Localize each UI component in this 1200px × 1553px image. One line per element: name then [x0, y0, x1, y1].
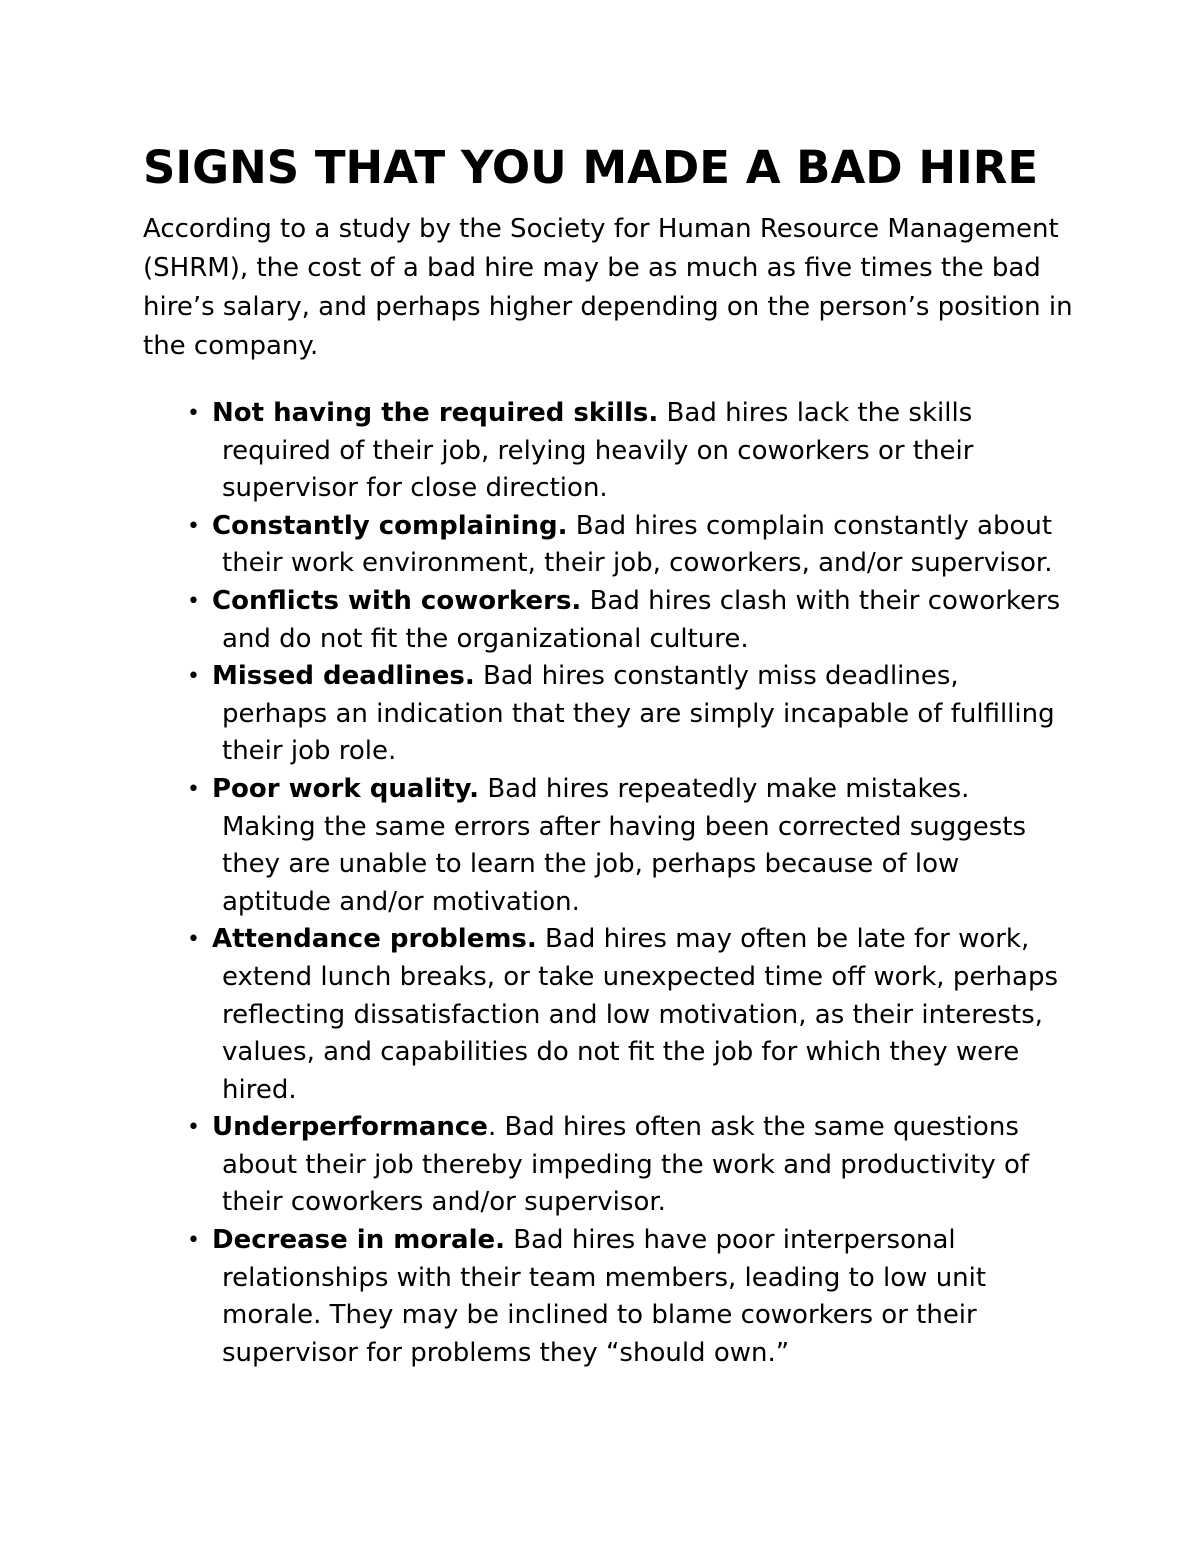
- list-item-label: Attendance problems.: [212, 924, 537, 955]
- list-item-not-having-required-skills: [0, 395, 1200, 508]
- list-item-label: Poor work quality.: [212, 773, 480, 804]
- list-item-content: [212, 583, 1070, 658]
- bullet-icon: •: [187, 1228, 200, 1254]
- bullet-icon: •: [187, 401, 200, 426]
- list-item-content: [212, 1109, 1070, 1222]
- bullet-icon: •: [187, 664, 200, 690]
- document-title: SIGNS THAT YOU MADE A BAD HIRE: [143, 141, 1039, 194]
- intro-paragraph: According to a study by the Society for Human Resource Management (SHRM), the cost of a bad hire may be as much as five times the bad hire’s salary, and perhaps higher depending on the person’s position in the company.: [143, 214, 1073, 361]
- bullet-icon: •: [187, 513, 200, 539]
- bullet-icon: •: [187, 1115, 200, 1141]
- list-item-label: Missed deadlines.: [212, 661, 475, 692]
- list-item-text: Bad hires have poor interpersonal relationships with their team members, leading to low unit morale. They may be inclined to blame coworkers or their supervisor for problems they “should own.”: [222, 1225, 987, 1368]
- list-item-text: Bad hires constantly miss deadlines, perhaps an indication that they are simply incapable of fulfilling their job role.: [222, 661, 1055, 767]
- list-item-decrease-in-morale: [0, 1222, 1200, 1372]
- list-item-text: Bad hires may often be late for work, extend lunch breaks, or take unexpected time off work, perhaps reflecting dissatisfaction and low motivation, as their interests, values, and capabilities do not fit the job for which they were hired.: [222, 924, 1059, 1105]
- bad-hire-signs-list: [0, 395, 1200, 1372]
- list-item-text: Bad hires repeatedly make mistakes. Making the same errors after having been corrected suggests they are unable to learn the job, perhaps because of low aptitude and/or motivation.: [222, 773, 1027, 917]
- list-item-content: [212, 658, 1070, 771]
- list-item-content: [212, 1222, 1070, 1372]
- list-item-missed-deadlines: [0, 658, 1200, 771]
- list-item-label: Constantly complaining.: [212, 510, 568, 541]
- list-item-conflicts-with-coworkers: [0, 583, 1200, 658]
- list-item-text: . Bad hires often ask the same questions about their job thereby impeding the work and productivity of their coworkers and/or supervisor.: [222, 1112, 1030, 1218]
- list-item-label: Underperformance: [212, 1112, 488, 1143]
- list-item-content: [212, 395, 1070, 508]
- bullet-icon: •: [187, 776, 200, 802]
- list-item-text: Bad hires clash with their coworkers and do not fit the organizational culture.: [222, 585, 1061, 654]
- bullet-icon: •: [187, 927, 200, 953]
- list-item-text: Bad hires lack the skills required of their job, relying heavily on coworkers or their supervisor for close direction.: [222, 398, 974, 504]
- list-item-label: Decrease in morale.: [212, 1225, 506, 1256]
- list-item-content: [212, 921, 1070, 1109]
- list-item-attendance-problems: [0, 921, 1200, 1109]
- list-item-content: [212, 508, 1070, 583]
- list-item-poor-work-quality: [0, 771, 1200, 921]
- list-item-content: [212, 771, 1070, 921]
- list-item-constantly-complaining: [0, 508, 1200, 583]
- bullet-icon: •: [187, 588, 200, 614]
- list-item-label: Conflicts with coworkers.: [212, 585, 582, 616]
- list-item-label: Not having the required skills.: [212, 398, 659, 428]
- list-item-text: Bad hires complain constantly about their work environment, their job, coworkers, and/or supervisor.: [222, 510, 1053, 579]
- list-item-underperformance: [0, 1109, 1200, 1222]
